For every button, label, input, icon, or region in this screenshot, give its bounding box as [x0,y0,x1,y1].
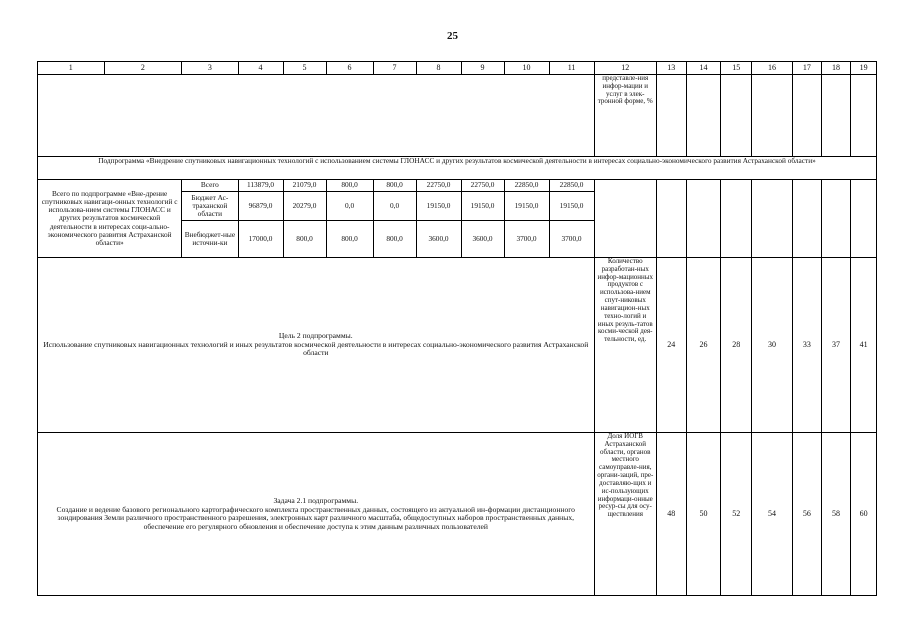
page-number: 25 [447,30,458,42]
value-cell: 60 [851,433,877,596]
value-cell: 3700,0 [504,221,549,258]
value-cell: 22750,0 [461,180,504,192]
task-text: Создание и ведение базового регионального картографического комплекта пространственных данных, состоящего из актуальной ин-формации дистанционного зондирования Земли различного пространственного разрешения, электронных карт различного масштаба, общедоступных наборов пространственных данных, обеспечение его регулярного обновления и обеспечение доступа к этим данным различных пользователей [56,504,575,531]
value-cell: 19150,0 [416,192,461,221]
header-cell: 5 [283,62,326,75]
value-cell: 50 [686,433,721,596]
header-cell: 9 [461,62,504,75]
header-cell: 17 [793,62,822,75]
value-cell: 17000,0 [238,221,283,258]
value-cell: 22750,0 [416,180,461,192]
indicator-cell: Количество разработан-ных инфор-мационных продуктов с использова-нием спут-никовых навигацион-ных техно-логий и иных резуль-татов косми-ческой дея-тельности, ед. [594,258,656,433]
task-row [38,433,877,596]
header-cell: 14 [686,62,721,75]
value-cell: 52 [721,433,752,596]
header-cell: 16 [752,62,793,75]
header-cell: 6 [326,62,373,75]
indicator-cell: Доля ИОГВ Астраханской области, органов местного самоуправле-ния, органи-заций, пре-доставляю-щих и ис-пользующих информаци-онные ресур-сы для осу-ществления [594,433,656,596]
value-cell: 800,0 [373,180,416,192]
task-description [38,433,595,596]
header-cell: 2 [104,62,182,75]
value-cell: 800,0 [373,221,416,258]
funding-source: Всего [182,180,238,192]
table-row [38,75,877,157]
header-cell: 4 [238,62,283,75]
value-cell: 37 [821,258,851,433]
value-cell: 96879,0 [238,192,283,221]
header-cell: 3 [182,62,238,75]
funding-source: Внебюджет-ные источни-ки [182,221,238,258]
indicators-table [37,61,877,596]
value-cell: 28 [721,258,752,433]
task-title: Задача 2.1 подпрограммы. [273,496,359,505]
value-cell: 58 [821,433,851,596]
value-cell: 33 [793,258,822,433]
value-cell: 41 [851,258,877,433]
indicator-cell: представле-ния инфор-мации и услуг в элек-тронной форме, % [594,75,656,157]
table-header-row [38,62,877,75]
value-cell: 800,0 [283,221,326,258]
value-cell: 19150,0 [549,192,594,221]
header-cell: 18 [821,62,851,75]
value-cell: 20279,0 [283,192,326,221]
header-cell: 11 [549,62,594,75]
subprogram-title: Подпрограмма «Внедрение спутниковых навигационных технологий с использованием системы ГЛОНАСС и других результатов космической деятельности в интересах социально-экономического развития Астраханской области» [38,157,877,180]
value-cell: 21079,0 [283,180,326,192]
value-cell: 26 [686,258,721,433]
funding-source: Бюджет Ас-траханской области [182,192,238,221]
value-cell: 3700,0 [549,221,594,258]
header-cell: 8 [416,62,461,75]
header-cell: 7 [373,62,416,75]
header-cell: 15 [721,62,752,75]
value-cell: 56 [793,433,822,596]
goal-title: Цель 2 подпрограммы. [278,331,353,341]
header-cell: 12 [594,62,656,75]
value-cell: 3600,0 [461,221,504,258]
header-cell: 1 [38,62,105,75]
value-cell: 800,0 [326,221,373,258]
value-cell: 800,0 [326,180,373,192]
value-cell: 0,0 [326,192,373,221]
value-cell: 0,0 [373,192,416,221]
value-cell: 30 [752,258,793,433]
goal-description [38,258,595,433]
header-cell: 19 [851,62,877,75]
table-row [38,180,877,192]
value-cell: 22850,0 [549,180,594,192]
subprogram-total-label: Всего по подпрограмме «Вне-дрение спутниковых навигаци-онных технологий с использова-нием системы ГЛОНАСС и других результатов космической деятельности в интересах соци-ально-экономического развития Астраханской области» [38,180,182,258]
goal-text: Использование спутниковых навигационных технологий и иных результатов космической деятельности в интересах социально-экономического развития Астраханской области [43,339,589,358]
value-cell: 113879,0 [238,180,283,192]
value-cell: 54 [752,433,793,596]
value-cell: 22850,0 [504,180,549,192]
value-cell: 3600,0 [416,221,461,258]
value-cell: 19150,0 [461,192,504,221]
value-cell: 48 [656,433,686,596]
value-cell: 19150,0 [504,192,549,221]
goal-row [38,258,877,433]
header-cell: 10 [504,62,549,75]
header-cell: 13 [656,62,686,75]
value-cell: 24 [656,258,686,433]
subprogram-row [38,157,877,180]
